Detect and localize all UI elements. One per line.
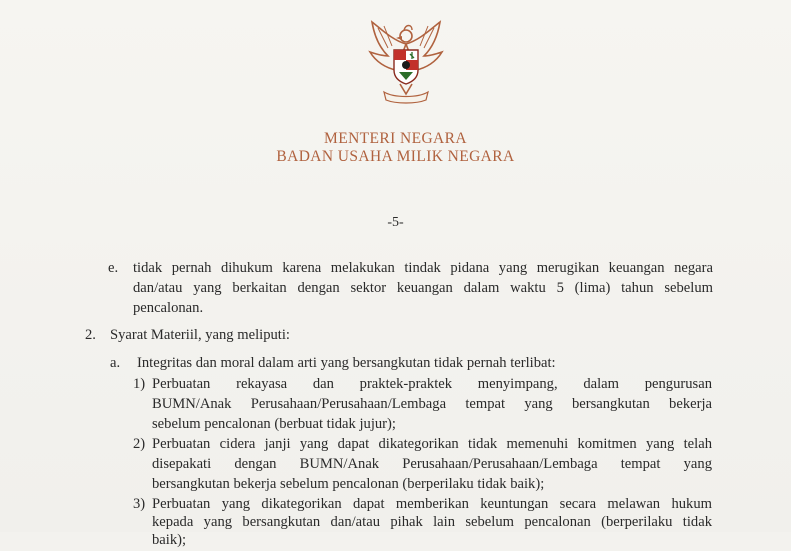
sub-item-3-line-3: baik); <box>152 532 187 548</box>
item-2-marker: 2. <box>85 327 96 343</box>
sub-item-2-line-1: Perbuatan cidera janji yang dapat dikategorikan tidak memenuhi komitmen yang telah <box>152 436 712 452</box>
sub-item-1-line-2: BUMN/Anak Perusahaan/Perusahaan/Lembaga tempat yang bersangkutan bekerja <box>152 396 712 412</box>
ministry-title: MENTERI NEGARA <box>324 130 467 147</box>
item-e-marker: e. <box>108 260 119 276</box>
item-2-text: Syarat Materiil, yang meliputi: <box>110 327 290 343</box>
sub-item-1-line-1: Perbuatan rekayasa dan praktek-praktek menyimpang, dalam pengurusan <box>152 376 712 392</box>
page-number: -5- <box>387 215 404 230</box>
sub-item-2-line-3: bersangkutan bekerja sebelum pencalonan (berperilaku tidak baik); <box>152 476 545 492</box>
item-e-line-3: pencalonan. <box>133 300 204 316</box>
item-e-line-1: tidak pernah dihukum karena melakukan tindak pidana yang merugikan keuangan negara <box>133 260 713 276</box>
ministry-subtitle: BADAN USAHA MILIK NEGARA <box>276 148 515 165</box>
sub-item-1-marker: 1) <box>133 376 146 392</box>
sub-item-2-marker: 2) <box>133 436 146 452</box>
garuda-emblem-icon <box>358 14 454 110</box>
sub-item-2-line-2: disepakati dengan BUMN/Anak Perusahaan/Perusahaan/Lembaga tempat yang <box>152 456 712 472</box>
item-e-line-2: dan/atau yang berkaitan dengan sektor keuangan dalam waktu 5 (lima) tahun sebelum <box>133 280 713 296</box>
item-a-marker: a. <box>110 355 121 371</box>
sub-item-3-line-2: kepada yang bersangkutan dan/atau pihak lain sebelum pencalonan (berperilaku tidak <box>152 514 712 530</box>
sub-item-1-line-3: sebelum pencalonan (berbuat tidak jujur); <box>152 416 396 432</box>
sub-item-3-marker: 3) <box>133 496 146 512</box>
sub-item-3-line-1: Perbuatan yang dikategorikan dapat memberikan keuntungan secara melawan hukum <box>152 496 712 512</box>
item-a-text: Integritas dan moral dalam arti yang bersangkutan tidak pernah terlibat: <box>137 355 556 371</box>
